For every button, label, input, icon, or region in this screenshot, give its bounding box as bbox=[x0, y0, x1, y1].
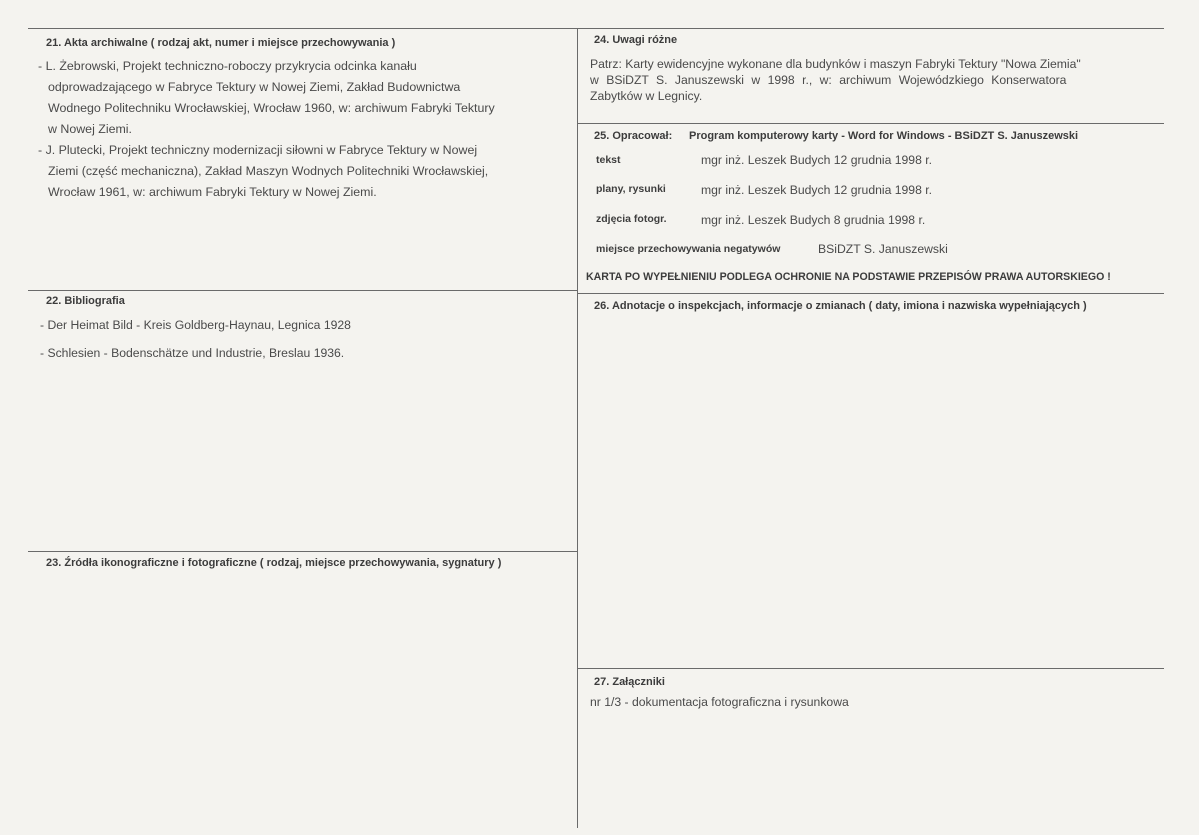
bibliography-item: - Schlesien - Bodenschätze und Industrie, Breslau 1936. bbox=[40, 346, 345, 360]
row-value-tekst: mgr inż. Leszek Budych 12 grudnia 1998 r. bbox=[701, 153, 933, 167]
attachments-line: nr 1/3 - dokumentacja fotograficzna i rysunkowa bbox=[590, 695, 849, 709]
divider-21-22 bbox=[28, 290, 577, 291]
archive-line: - J. Plutecki, Projekt techniczny modernizacji siłowni w Fabryce Tektury w Nowej bbox=[38, 143, 478, 157]
program-info: Program komputerowy karty - Word for Windows - BSiDZT S. Januszewski bbox=[689, 130, 1079, 142]
archive-line: - L. Żebrowski, Projekt techniczno-roboczy przykrycia odcinka kanału bbox=[38, 59, 417, 73]
row-value-negatywy: BSiDZT S. Januszewski bbox=[818, 242, 948, 256]
top-border bbox=[28, 28, 1164, 29]
row-label-zdjecia: zdjęcia fotogr. bbox=[596, 213, 667, 225]
section-22-title: 22. Bibliografia bbox=[46, 295, 125, 307]
archive-line: odprowadzającego w Fabryce Tektury w Nowej Ziemi, Zakład Budownictwa bbox=[48, 80, 461, 94]
archive-line: w Nowej Ziemi. bbox=[48, 122, 132, 136]
copyright-notice: KARTA PO WYPEŁNIENIU PODLEGA OCHRONIE NA PODSTAWIE PRZEPISÓW PRAWA AUTORSKIEGO ! bbox=[586, 271, 1111, 283]
divider-24-25 bbox=[577, 123, 1164, 124]
archive-line: Wrocław 1961, w: archiwum Fabryki Tektury w Nowej Ziemi. bbox=[48, 185, 377, 199]
remarks-line: w BSiDZT S. Januszewski w 1998 r., w: archiwum Wojewódzkiego Konserwatora bbox=[590, 73, 1067, 87]
row-label-tekst: tekst bbox=[596, 154, 621, 166]
remarks-line: Patrz: Karty ewidencyjne wykonane dla budynków i maszyn Fabryki Tektury "Nowa Ziemia" bbox=[590, 57, 1081, 71]
archive-line: Ziemi (część mechaniczna), Zakład Maszyn Wodnych Politechniki Wrocławskiej, bbox=[48, 164, 489, 178]
section-21-title: 21. Akta archiwalne ( rodzaj akt, numer i miejsce przechowywania ) bbox=[46, 37, 396, 49]
divider-25-26 bbox=[577, 293, 1164, 294]
row-value-plany: mgr inż. Leszek Budych 12 grudnia 1998 r. bbox=[701, 183, 933, 197]
center-divider bbox=[577, 28, 578, 828]
row-label-plany: plany, rysunki bbox=[596, 183, 666, 195]
section-25-title: 25. Opracował: bbox=[594, 130, 673, 142]
divider-22-23 bbox=[28, 551, 577, 552]
row-value-zdjecia: mgr inż. Leszek Budych 8 grudnia 1998 r. bbox=[701, 213, 926, 227]
row-label-negatywy: miejsce przechowywania negatywów bbox=[596, 243, 781, 255]
divider-26-27 bbox=[577, 668, 1164, 669]
section-21-text bbox=[38, 56, 570, 203]
section-27-title: 27. Załączniki bbox=[594, 676, 665, 688]
section-26-title: 26. Adnotacje o inspekcjach, informacje o zmianach ( daty, imiona i nazwiska wypełniających ) bbox=[594, 300, 1087, 312]
remarks-line: Zabytków w Legnicy. bbox=[590, 89, 703, 103]
section-23-title: 23. Źródła ikonograficzne i fotograficzne ( rodzaj, miejsce przechowywania, sygnatury ) bbox=[46, 557, 502, 569]
bibliography-item: - Der Heimat Bild - Kreis Goldberg-Haynau, Legnica 1928 bbox=[40, 318, 351, 332]
archive-line: Wodnego Politechniku Wrocławskiej, Wrocław 1960, w: archiwum Fabryki Tektury bbox=[48, 101, 495, 115]
section-24-title: 24. Uwagi różne bbox=[594, 34, 678, 46]
